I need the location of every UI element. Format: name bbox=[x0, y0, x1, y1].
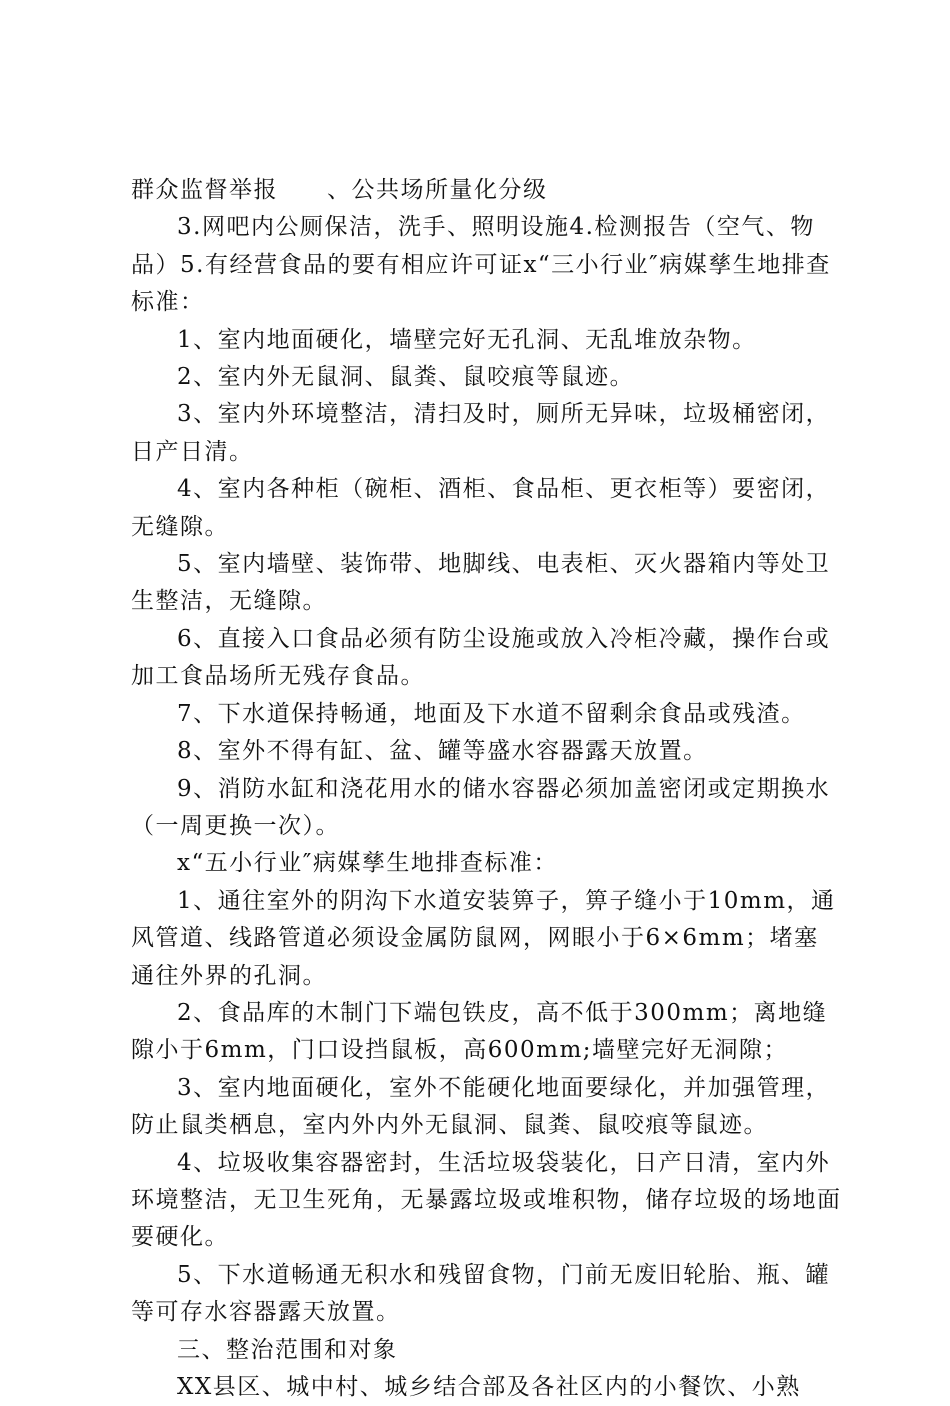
paragraph-5: 4、室内各种柜（碗柜、酒柜、食品柜、更衣柜等）要密闭，无缝隙。 bbox=[131, 476, 831, 540]
paragraph-9: 8、室外不得有缸、盆、罐等盛水容器露天放置。 bbox=[177, 738, 708, 765]
paragraph-12: 1、通往室外的阴沟下水道安装箅子，箅子缝小于10mm，通风管道、线路管道必须设金属防鼠网，网眼小于6×6mm；堵塞通往外界的孔洞。 bbox=[131, 887, 836, 989]
paragraph-15: 4、垃圾收集容器密封，生活垃圾袋装化，日产日清，室内外环境整洁，无卫生死角，无暴露垃圾或堆积物，储存垃圾的场地面要硬化。 bbox=[131, 1149, 842, 1251]
paragraph-1: 3.网吧内公厕保洁，洗手、照明设施4.检测报告（空气、物品）5.有经营食品的要有相应许可证x“三小行业″病媒孳生地排查标准： bbox=[131, 214, 831, 316]
paragraph-7: 6、直接入口食品必须有防尘设施或放入冷柜冷藏，操作台或加工食品场所无残存食品。 bbox=[131, 625, 831, 690]
paragraph-14: 3、室内地面硬化，室外不能硬化地面要绿化，并加强管理，防止鼠类栖息，室内外内外无鼠洞、鼠粪、鼠咬痕等鼠迹。 bbox=[131, 1074, 831, 1139]
paragraph-0: 群众监督举报 、公共场所量化分级 bbox=[131, 177, 548, 203]
paragraph-18: XX县区、城中村、城乡结合部及各社区内的小餐饮、小熟 bbox=[177, 1374, 801, 1400]
paragraph-13: 2、食品库的木制门下端包铁皮，高不低于300mm；离地缝隙小于6mm，门口设挡鼠板，高600mm;墙壁完好无洞隙； bbox=[131, 999, 828, 1064]
section-heading: 三、整治范围和对象 bbox=[177, 1336, 398, 1363]
paragraph-8: 7、下水道保持畅通，地面及下水道不留剩余食品或残渣。 bbox=[177, 700, 806, 727]
document-body bbox=[131, 172, 843, 1406]
paragraph-11: x“五小行业″病媒孳生地排查标准： bbox=[177, 850, 558, 877]
paragraph-6: 5、室内墙壁、装饰带、地脚线、电表柜、灭火器箱内等处卫生整洁，无缝隙。 bbox=[131, 551, 831, 615]
paragraph-10: 9、消防水缸和浇花用水的储水容器必须加盖密闭或定期换水（一周更换一次）。 bbox=[131, 775, 831, 839]
paragraph-3: 2、室内外无鼠洞、鼠粪、鼠咬痕等鼠迹。 bbox=[177, 364, 635, 391]
paragraph-2: 1、室内地面硬化，墙壁完好无孔洞、无乱堆放杂物。 bbox=[177, 326, 757, 353]
paragraph-4: 3、室内外环境整洁，清扫及时，厕所无异味，垃圾桶密闭，日产日清。 bbox=[131, 401, 831, 465]
paragraph-16: 5、下水道畅通无积水和残留食物，门前无废旧轮胎、瓶、罐等可存水容器露天放置。 bbox=[131, 1261, 831, 1326]
